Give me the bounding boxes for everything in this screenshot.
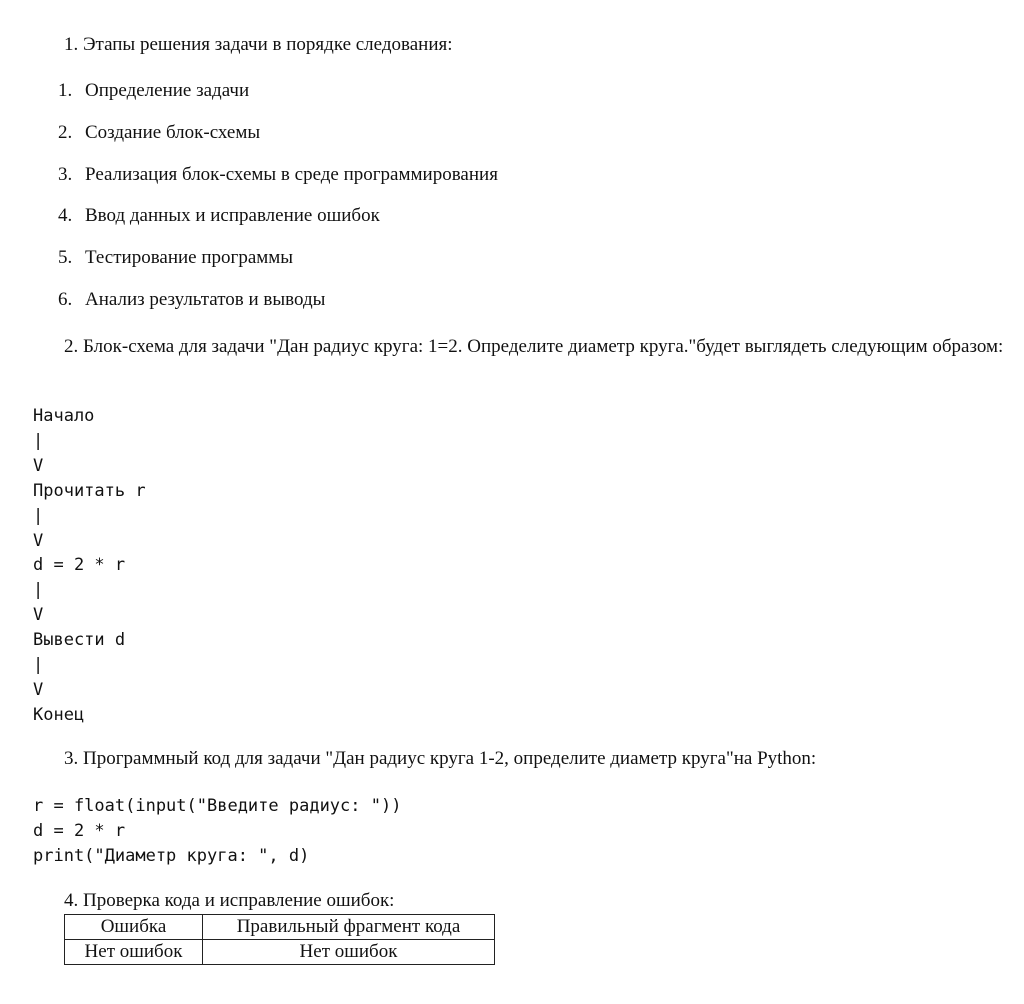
list-item-text: Тестирование программы [85, 247, 294, 268]
section2-paragraph: 2. Блок-схема для задачи "Дан радиус круга: 1=2. Определите диаметр круга."будет выглядеть следующим образом: [64, 336, 1004, 357]
table-cell: Нет ошибок [203, 940, 495, 965]
table-header-cell: Ошибка [65, 915, 203, 940]
section4-paragraph: 4. Проверка кода и исправление ошибок: [64, 890, 395, 911]
list-item-number: 6. [58, 289, 73, 310]
list-item-text: Создание блок-схемы [85, 122, 261, 143]
list-item [58, 247, 293, 269]
list-item-number: 3. [58, 164, 73, 185]
section3-paragraph: 3. Программный код для задачи "Дан радиус круга 1-2, определите диаметр круга"на Python: [64, 748, 817, 769]
list-item [58, 122, 260, 144]
list-item [58, 164, 498, 186]
list-item [58, 80, 249, 102]
list-item-text: Анализ результатов и выводы [85, 289, 326, 310]
table-header-cell: Правильный фрагмент кода [203, 915, 495, 940]
table-header-row [65, 915, 495, 940]
code-block: r = float(input("Введите радиус: ")) d = 2 * r print("Диаметр круга: ", d) [33, 796, 402, 866]
errors-table [64, 914, 495, 965]
list-item-number: 2. [58, 122, 73, 143]
list-item [58, 205, 380, 227]
list-item [58, 289, 325, 311]
list-item-text: Определение задачи [85, 80, 250, 101]
list-item-number: 4. [58, 205, 73, 226]
list-item-text: Реализация блок-схемы в среде программирования [85, 164, 498, 185]
section1-heading: 1. Этапы решения задачи в порядке следования: [64, 34, 453, 55]
table-row [65, 940, 495, 965]
list-item-number: 1. [58, 80, 73, 101]
list-item-number: 5. [58, 247, 73, 268]
flowchart-block: Начало | V Прочитать r | V d = 2 * r | V Вывести d | V Конец [33, 406, 146, 725]
list-item-text: Ввод данных и исправление ошибок [85, 205, 380, 226]
table-cell: Нет ошибок [65, 940, 203, 965]
